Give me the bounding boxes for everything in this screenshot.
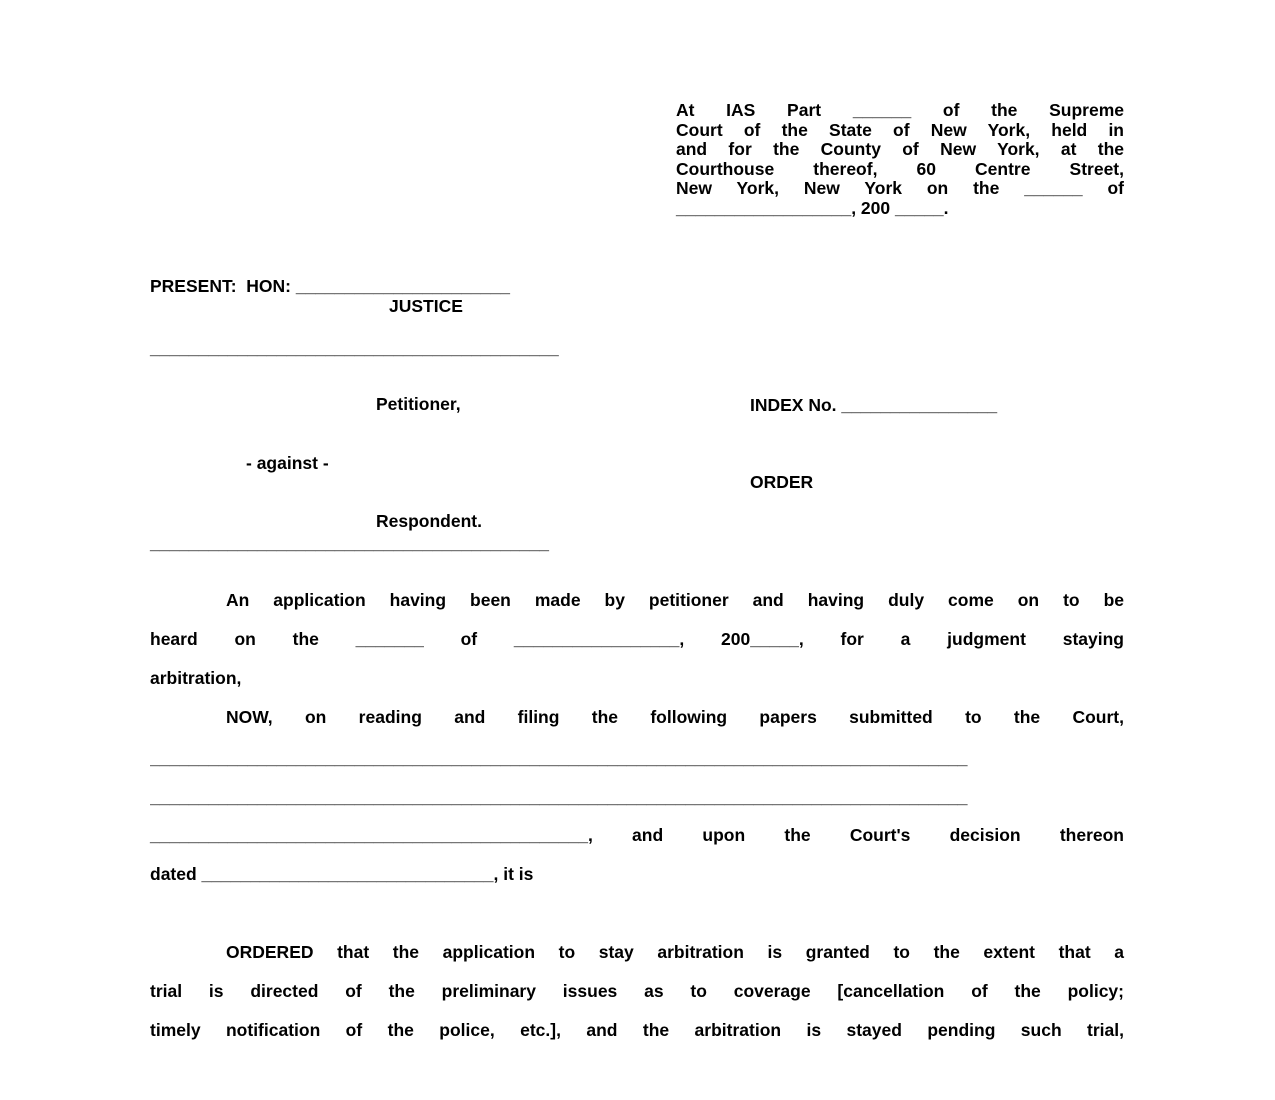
body-line: dated ______________________________, it is (150, 864, 534, 884)
papers-blank-line: ____________________________________________________________________________________ (150, 787, 968, 807)
body-line: _____________________________________________, and upon the Court's decision thereon (150, 825, 1124, 845)
document-type-label: ORDER (750, 472, 814, 492)
body-line: NOW, on reading and filing the following papers submitted to the Court, (226, 707, 1124, 727)
body-line: arbitration, (150, 668, 242, 688)
body-line: trial is directed of the preliminary issues as to coverage [cancellation of the policy; (150, 981, 1124, 1001)
respondent-label: Respondent. (376, 511, 482, 531)
against-label: - against - (246, 453, 329, 473)
body-line: An application having been made by petitioner and having duly come on to be (226, 590, 1124, 610)
caption-line: and for the County of New York, at the (676, 139, 1124, 159)
body-line: timely notification of the police, etc.], and the arbitration is stayed pending such trial, (150, 1020, 1124, 1040)
petitioner-label: Petitioner, (376, 394, 461, 414)
caption-line: New York, New York on the ______ of (676, 178, 1124, 198)
caption-line: Courthouse thereof, 60 Centre Street, (676, 159, 1124, 179)
body-line: ORDERED that the application to stay arbitration is granted to the extent that a (226, 942, 1124, 962)
present-hon-line: PRESENT: HON: ______________________ (150, 276, 510, 296)
present-separator: __________________________________________ (150, 338, 559, 358)
body-line: heard on the _______ of _________________, 200_____, for a judgment staying (150, 629, 1124, 649)
parties-separator: _________________________________________ (150, 533, 550, 553)
caption-line: At IAS Part ______ of the Supreme (676, 100, 1124, 120)
caption-line: Court of the State of New York, held in (676, 120, 1124, 140)
papers-blank-line: ____________________________________________________________________________________ (150, 748, 968, 768)
justice-label: JUSTICE (389, 296, 463, 316)
caption-line: __________________, 200 _____. (676, 198, 949, 218)
index-number-line: INDEX No. ________________ (750, 395, 998, 415)
